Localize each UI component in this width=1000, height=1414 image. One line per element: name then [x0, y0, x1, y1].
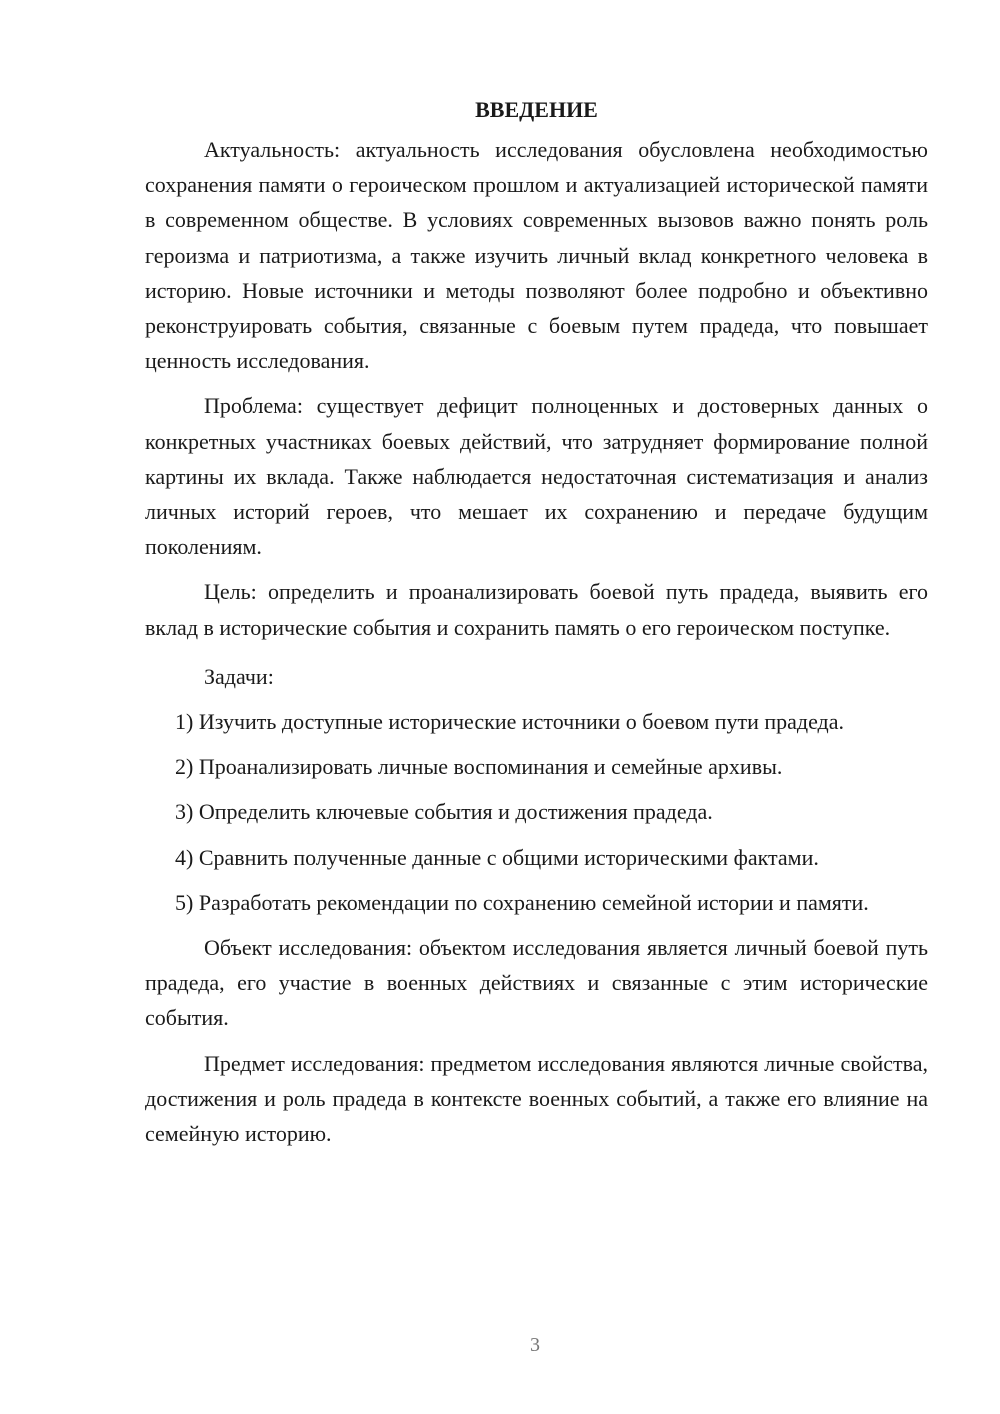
- paragraph-problem: Проблема: существует дефицит полноценных и достоверных данных о конкретных участниках боевых действий, что затрудняет формирование полной картины их вклада. Также наблюдается недостаточная систематизация и анализ личных историй героев, что мешает их сохранению и передаче будущим поколениям.: [145, 393, 928, 560]
- task-number: 2): [175, 754, 194, 780]
- task-item: [145, 885, 928, 920]
- task-number: 4): [175, 844, 194, 870]
- paragraph-subject: Предмет исследования: предметом исследования являются личные свойства, достижения и роль прадеда в контексте военных событий, а также его влияние на семейную историю.: [145, 1050, 928, 1147]
- paragraph-goal: Цель: определить и проанализировать боевой путь прадеда, выявить его вклад в исторические события и сохранить память о его героическом поступке.: [145, 579, 928, 640]
- task-number: 1): [175, 709, 194, 735]
- tasks-label: Задачи:: [204, 663, 274, 689]
- task-number: 3): [175, 799, 194, 825]
- page-number: 3: [530, 1334, 540, 1356]
- task-item: [145, 840, 928, 875]
- document-body: [145, 92, 928, 1161]
- task-item: [145, 794, 928, 829]
- task-text: Разработать рекомендации по сохранению семейной истории и памяти.: [198, 889, 869, 915]
- task-item: [145, 704, 928, 739]
- task-text: Проанализировать личные воспоминания и семейные архивы.: [198, 754, 783, 780]
- task-item: [145, 749, 928, 784]
- section-heading: ВВЕДЕНИЕ: [475, 97, 598, 122]
- paragraph-object: Объект исследования: объектом исследования является личный боевой путь прадеда, его участие в военных действиях и связанные с этим исторические события.: [145, 935, 928, 1031]
- paragraph-relevance: Актуальность: актуальность исследования обусловлена необходимостью сохранения памяти о героическом прошлом и актуализацией исторической памяти в современном обществе. В условиях современных вызовов важно понять роль героизма и патриотизма, а также изучить личный вклад конкретного человека в историю. Новые источники и методы позволяют более подробно и объективно реконструировать события, связанные с боевым путем прадеда, что повышает ценность исследования.: [145, 137, 928, 374]
- task-list: [145, 704, 928, 920]
- task-text: Определить ключевые события и достижения прадеда.: [198, 799, 713, 825]
- task-text: Изучить доступные исторические источники о боевом пути прадеда.: [198, 709, 845, 735]
- task-number: 5): [175, 889, 194, 915]
- task-text: Сравнить полученные данные с общими историческими фактами.: [198, 844, 819, 870]
